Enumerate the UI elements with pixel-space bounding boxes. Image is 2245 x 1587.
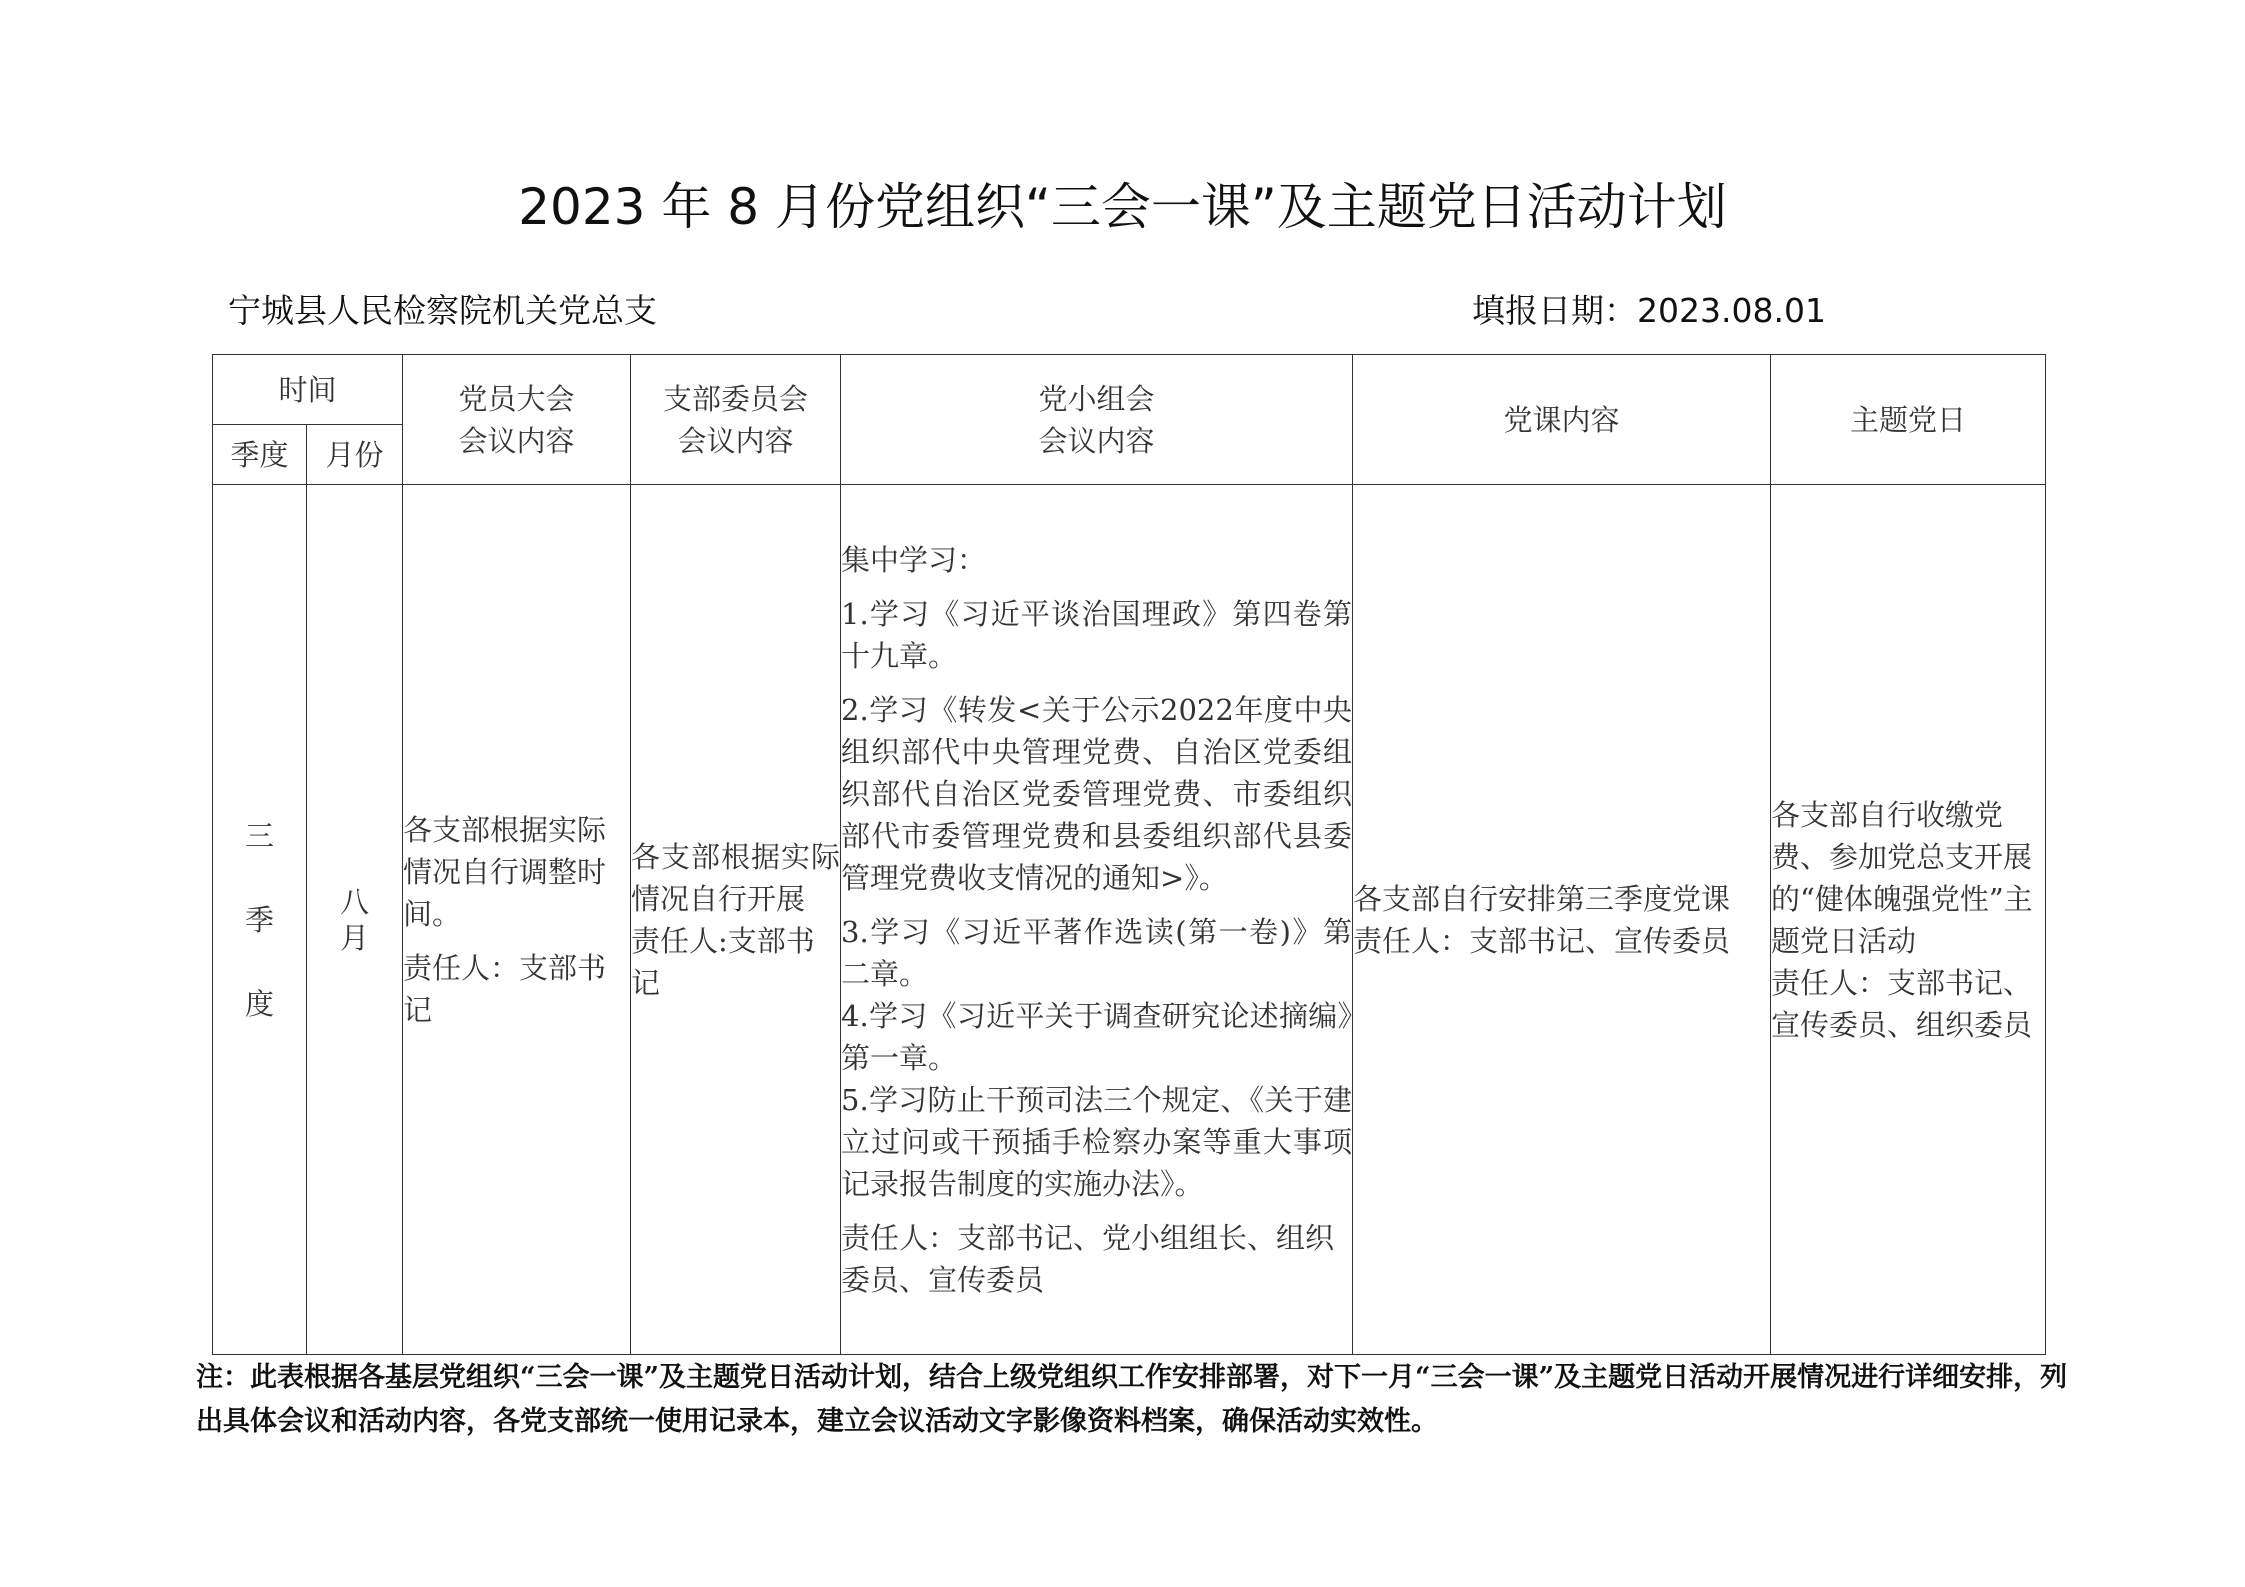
header-committee-meeting (631, 355, 841, 485)
theme-day-content: 各支部自行收缴党费、参加党总支开展的“健体魄强党性”主题党日活动 (1771, 797, 2033, 958)
quarter-char: 三 (244, 818, 274, 853)
header-theme-day: 主题党日 (1771, 355, 2046, 485)
group-meeting-cell (841, 485, 1353, 1355)
header-general-meeting-line1: 党员大会 (458, 381, 575, 416)
quarter-cell (213, 485, 307, 1355)
committee-meeting-responsible: 责任人:支部书记 (631, 923, 815, 1000)
header-party-lesson: 党课内容 (1353, 355, 1771, 485)
month-cell (307, 485, 403, 1355)
group-meeting-item: 2.学习《转发<关于公示2022年度中央组织部代中央管理党费、自治区党委组织部代自治区党委管理党费、市委组织部代市委管理党费和县委组织部代县委管理党费收支情况的通知>》。 (841, 692, 1353, 895)
party-lesson-responsible: 责任人：支部书记、宣传委员 (1353, 923, 1731, 958)
general-meeting-content: 各支部根据实际情况自行调整时间。 (403, 812, 607, 931)
header-quarter: 季度 (213, 425, 307, 485)
group-meeting-responsible: 责任人：支部书记、党小组组长、组织委员、宣传委员 (841, 1220, 1335, 1297)
header-general-meeting-line2: 会议内容 (458, 423, 575, 458)
quarter-char: 度 (244, 986, 274, 1021)
theme-day-cell (1771, 485, 2046, 1355)
footnote: 注：此表根据各基层党组织“三会一课”及主题党日活动计划，结合上级党组织工作安排部署，对下一月“三会一课”及主题党日活动开展情况进行详细安排，列出具体会议和活动内容，各党支部统一使用记录本，建立会议活动文字影像资料档案，确保活动实效性。 (196, 1362, 2068, 1437)
party-lesson-content: 各支部自行安排第三季度党课 (1353, 881, 1731, 916)
group-meeting-item: 1.学习《习近平谈治国理政》第四卷第十九章。 (841, 596, 1353, 673)
general-meeting-responsible: 责任人：支部书记 (403, 950, 607, 1027)
header-group-meeting-line1: 党小组会 (1038, 381, 1155, 416)
committee-meeting-cell (631, 485, 841, 1355)
header-committee-meeting-line2: 会议内容 (677, 423, 794, 458)
group-meeting-item: 4.学习《习近平关于调查研究论述摘编》第一章。 (841, 998, 1353, 1075)
header-general-meeting (403, 355, 631, 485)
fill-date: 填报日期：2023.08.01 (1472, 291, 1826, 330)
month-char: 八 (340, 884, 370, 919)
month-char: 月 (340, 920, 370, 955)
group-meeting-intro: 集中学习： (841, 542, 987, 577)
header-month: 月份 (307, 425, 403, 485)
general-meeting-cell (403, 485, 631, 1355)
activity-plan-table (212, 354, 2046, 1355)
party-lesson-cell (1353, 485, 1771, 1355)
header-time: 时间 (213, 355, 403, 425)
theme-day-responsible: 责任人：支部书记、宣传委员、组织委员 (1771, 965, 2033, 1042)
page-title: 2023 年 8 月份党组织“三会一课”及主题党日活动计划 (518, 178, 1727, 236)
header-group-meeting-line2: 会议内容 (1038, 423, 1155, 458)
group-meeting-item: 5.学习防止干预司法三个规定、《关于建立过问或干预插手检察办案等重大事项记录报告制度的实施办法》。 (841, 1082, 1353, 1201)
header-group-meeting (841, 355, 1353, 485)
committee-meeting-content: 各支部根据实际情况自行开展 (631, 839, 841, 916)
header-committee-meeting-line1: 支部委员会 (663, 381, 809, 416)
group-meeting-item: 3.学习《习近平著作选读(第一卷)》第二章。 (841, 914, 1353, 991)
quarter-char: 季 (244, 902, 274, 937)
organization-name: 宁城县人民检察院机关党总支 (228, 291, 657, 330)
